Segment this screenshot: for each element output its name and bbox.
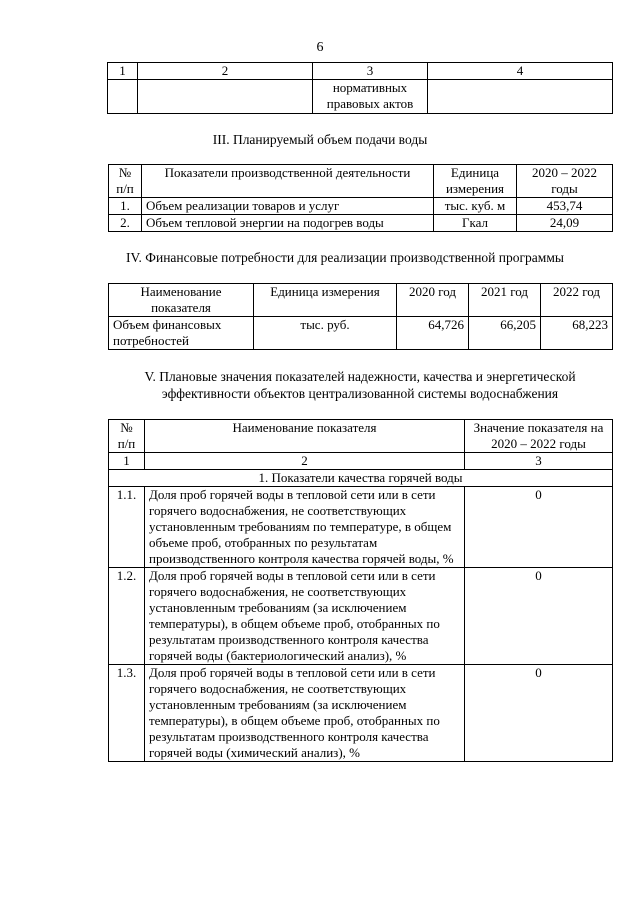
table-header-row <box>109 284 613 317</box>
header-cell: № п/п <box>109 420 145 453</box>
header-cell: 2020 год <box>397 284 469 317</box>
group-title-row <box>109 470 613 487</box>
header-cell: 2022 год <box>541 284 613 317</box>
table-row <box>109 198 613 215</box>
section-3-title: III. Планируемый объем подачи воды <box>212 132 428 147</box>
indicator-value: 0 <box>465 568 613 665</box>
table-header-row <box>108 63 613 80</box>
header-cell: 2021 год <box>469 284 541 317</box>
table-row <box>109 487 613 568</box>
table-cell: 68,223 <box>541 317 613 350</box>
table-row <box>109 568 613 665</box>
indicator-value: 0 <box>465 487 613 568</box>
table-header-row <box>109 165 613 198</box>
row-number: 1.3. <box>109 665 145 762</box>
header-cell: 2 <box>138 63 313 80</box>
table-cell <box>108 80 138 114</box>
table-cell: нормативных правовых актов <box>313 80 428 114</box>
section-4-title: IV. Финансовые потребности для реализации производственной программы <box>126 250 564 265</box>
header-cell: Наименование показателя <box>109 284 254 317</box>
table-cell: 66,205 <box>469 317 541 350</box>
numbering-cell: 2 <box>145 453 465 470</box>
header-cell: 3 <box>313 63 428 80</box>
header-cell: 4 <box>428 63 613 80</box>
table-cell: тыс. куб. м <box>434 198 517 215</box>
table-cell: 64,726 <box>397 317 469 350</box>
table-cell: 2. <box>109 215 142 232</box>
header-cell: 2020 – 2022 годы <box>517 165 613 198</box>
section-5-title-line2: эффективности объектов централизованной системы водоснабжения <box>161 386 559 401</box>
section-5-title-line1: V. Плановые значения показателей надежности, качества и энергетической <box>144 369 576 384</box>
header-cell: Наименование показателя <box>145 420 465 453</box>
table-row <box>108 80 613 114</box>
table-cell: 1. <box>109 198 142 215</box>
page-number: 6 <box>316 40 324 55</box>
table-cell: Гкал <box>434 215 517 232</box>
indicator-text: Доля проб горячей воды в тепловой сети или в сети горячего водоснабжения, не соответствующих установленным требованиям (за исключением температуры), в общем объеме проб, отобранных по результатам производственного контроля качества горячей воды (бактериологический анализ), % <box>145 568 465 665</box>
row-number: 1.2. <box>109 568 145 665</box>
continuation-table <box>107 62 613 114</box>
table-cell: тыс. руб. <box>254 317 397 350</box>
indicator-text: Доля проб горячей воды в тепловой сети или в сети горячего водоснабжения, не соответствующих установленным требованиям по температуре, в общем объеме проб, отобранных по результатам производственного контроля качества горячей воды, % <box>145 487 465 568</box>
table-cell: 453,74 <box>517 198 613 215</box>
table-cell: Объем тепловой энергии на подогрев воды <box>142 215 434 232</box>
numbering-cell: 1 <box>109 453 145 470</box>
numbering-row <box>109 453 613 470</box>
header-cell: Значение показателя на 2020 – 2022 годы <box>465 420 613 453</box>
group-title: 1. Показатели качества горячей воды <box>109 470 613 487</box>
table-row <box>109 317 613 350</box>
indicators-table <box>108 419 613 762</box>
table-header-row <box>109 420 613 453</box>
header-cell: Единица измерения <box>254 284 397 317</box>
table-cell <box>428 80 613 114</box>
numbering-cell: 3 <box>465 453 613 470</box>
table-row <box>109 665 613 762</box>
table-cell: Объем реализации товаров и услуг <box>142 198 434 215</box>
table-cell <box>138 80 313 114</box>
header-cell: 1 <box>108 63 138 80</box>
header-cell: Показатели производственной деятельности <box>142 165 434 198</box>
header-cell: Единица измерения <box>434 165 517 198</box>
indicator-text: Доля проб горячей воды в тепловой сети или в сети горячего водоснабжения, не соответствующих установленным требованиям (за исключением температуры), в общем объеме проб, отобранных по результатам производственного контроля качества горячей воды (химический анализ), % <box>145 665 465 762</box>
table-cell: 24,09 <box>517 215 613 232</box>
water-supply-table <box>108 164 613 232</box>
financial-needs-table <box>108 283 613 350</box>
table-cell: Объем финансовых потребностей <box>109 317 254 350</box>
indicator-value: 0 <box>465 665 613 762</box>
row-number: 1.1. <box>109 487 145 568</box>
table-row <box>109 215 613 232</box>
header-cell: № п/п <box>109 165 142 198</box>
